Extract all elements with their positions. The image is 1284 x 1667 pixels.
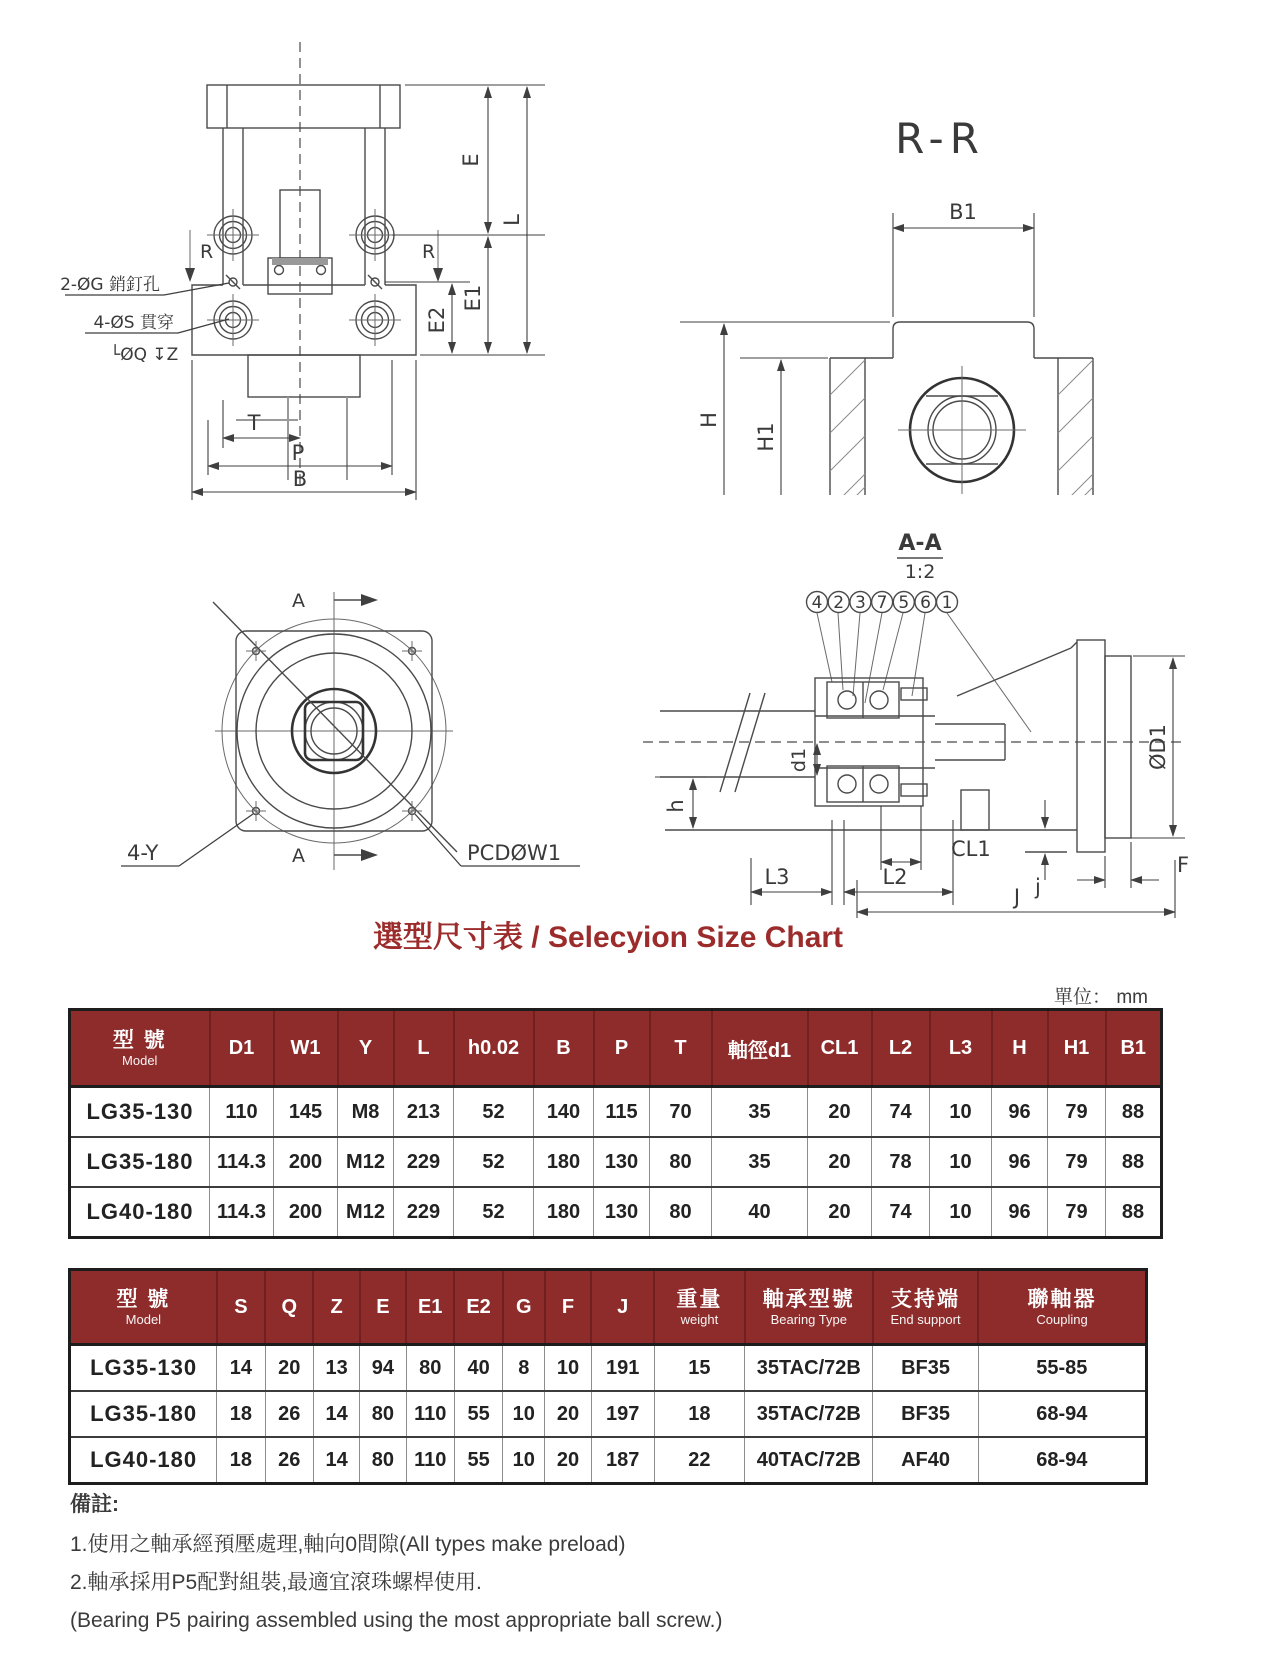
- table-cell: 10: [930, 1087, 992, 1138]
- table-cell: 40: [712, 1187, 808, 1238]
- table-cell: M12: [338, 1137, 394, 1187]
- table-cell: BF35: [873, 1345, 978, 1392]
- aa-dims: [655, 656, 1189, 918]
- aa-balloons: [807, 592, 1032, 733]
- dim-label-e1: E1: [461, 284, 485, 312]
- unit-value: mm: [1116, 987, 1148, 1008]
- table-cell: 40TAC/72B: [745, 1437, 873, 1484]
- table-cell: 88: [1106, 1087, 1162, 1138]
- header-en: weight: [680, 1311, 719, 1327]
- aa-title: A-A: [898, 531, 942, 556]
- table-cell: 20: [808, 1137, 872, 1187]
- table-cell: 114.3: [210, 1187, 274, 1238]
- balloon-number: 4: [811, 593, 823, 613]
- column-header-b1: B1: [1106, 1010, 1162, 1087]
- balloon-number: 7: [876, 593, 888, 613]
- column-header-weight: [654, 1270, 744, 1345]
- table-cell: 96: [992, 1137, 1048, 1187]
- table-cell: 55: [454, 1391, 502, 1437]
- table-cell: 18: [217, 1391, 265, 1437]
- dim-label-l: L: [500, 214, 524, 226]
- table-cell: 79: [1048, 1187, 1106, 1238]
- table-cell: 8: [503, 1345, 545, 1392]
- section-title: 選型尺寸表 / Selecyion Size Chart: [372, 921, 844, 954]
- dim-label-h1: H1: [754, 422, 778, 452]
- table-header-row: [70, 1010, 1162, 1087]
- column-header-z: Z: [313, 1270, 359, 1345]
- table-cell: 26: [265, 1391, 313, 1437]
- aa-bearing-housing: [815, 678, 989, 830]
- note-line: 2.軸承採用P5配對組裝,最適宜滾珠螺桿使用.: [70, 1571, 482, 1594]
- table-row: [70, 1391, 1147, 1437]
- aa-section-drawing: [625, 490, 1270, 920]
- column-header-l: L: [394, 1010, 454, 1087]
- model-header-zh: 型 號: [112, 1028, 167, 1052]
- dim-label-j-small: j: [1035, 875, 1041, 899]
- table-cell: 13: [313, 1345, 359, 1392]
- column-header-f: F: [545, 1270, 591, 1345]
- dim-label-p: P: [291, 441, 305, 465]
- rr-dims: [680, 200, 1034, 495]
- label-pcd: PCDØW1: [467, 841, 562, 865]
- table-cell: 68-94: [978, 1391, 1146, 1437]
- table-cell: 14: [217, 1345, 265, 1392]
- table-cell: 78: [872, 1137, 930, 1187]
- table-cell: 20: [808, 1187, 872, 1238]
- table-cell: 14: [313, 1437, 359, 1484]
- column-header-j: J: [591, 1270, 654, 1345]
- header-zh: 聯軸器: [1027, 1287, 1097, 1311]
- column-header-h1: H1: [1048, 1010, 1106, 1087]
- dim-label-l3: L3: [764, 865, 790, 889]
- table-cell: 26: [265, 1437, 313, 1484]
- notes-block: [70, 1488, 723, 1640]
- table-row: [70, 1087, 1162, 1138]
- table-cell: 10: [503, 1437, 545, 1484]
- dim-label-f: F: [1177, 853, 1190, 877]
- note-pin-holes: 2-ØG 銷釘孔: [60, 275, 160, 295]
- column-header-s: S: [217, 1270, 265, 1345]
- front-leader-notes: [60, 275, 229, 365]
- flange-diagonal: [213, 602, 457, 852]
- table-cell: 80: [406, 1345, 454, 1392]
- rr-center-hole: [898, 366, 1026, 494]
- table-cell: 35TAC/72B: [745, 1345, 873, 1392]
- column-header-l3: L3: [930, 1010, 992, 1087]
- table-cell: 88: [1106, 1187, 1162, 1238]
- table-row: [70, 1137, 1162, 1187]
- bolt-holes: [207, 209, 401, 346]
- column-header-g: G: [503, 1270, 545, 1345]
- table-cell: 140: [534, 1087, 594, 1138]
- column-header-coupling: [978, 1270, 1146, 1345]
- table-cell: 74: [872, 1187, 930, 1238]
- table-cell: 96: [992, 1187, 1048, 1238]
- table-cell: BF35: [873, 1391, 978, 1437]
- flange-view-drawing: [115, 540, 645, 885]
- front-dims-right: [385, 85, 545, 355]
- column-header-q: Q: [265, 1270, 313, 1345]
- aa-scale: 1:2: [904, 561, 936, 583]
- table-cell: 74: [872, 1087, 930, 1138]
- table-cell: 52: [454, 1137, 534, 1187]
- table-cell: 14: [313, 1391, 359, 1437]
- column-header-b: B: [534, 1010, 594, 1087]
- model-header-en: Model: [125, 1311, 162, 1327]
- table-cell: 10: [930, 1187, 992, 1238]
- column-header-e1: E1: [406, 1270, 454, 1345]
- unit-label: 單位：: [1054, 987, 1112, 1008]
- column-header-shaft-d1: 軸徑d1: [712, 1010, 808, 1087]
- table-cell: 35: [712, 1087, 808, 1138]
- header-zh: 軸承型號: [762, 1287, 855, 1311]
- header-en: Coupling: [1036, 1311, 1088, 1327]
- column-header-w1: W1: [274, 1010, 338, 1087]
- table-cell: 114.3: [210, 1137, 274, 1187]
- model-cell: LG35-180: [70, 1137, 210, 1187]
- notes-heading: 備註:: [70, 1493, 119, 1516]
- table-cell: 20: [808, 1087, 872, 1138]
- dim-label-b: B: [292, 467, 308, 491]
- table-cell: 187: [591, 1437, 654, 1484]
- dim-label-t: T: [247, 411, 261, 435]
- table-cell: 79: [1048, 1137, 1106, 1187]
- aa-flange: [957, 640, 1131, 852]
- column-header-t: T: [650, 1010, 712, 1087]
- table-cell: 110: [210, 1087, 274, 1138]
- header-en: Bearing Type: [770, 1311, 847, 1327]
- note-through-holes: 4-ØS 貫穿: [93, 313, 174, 333]
- pin-holes: [226, 275, 382, 289]
- table-cell: 20: [545, 1437, 591, 1484]
- table-cell: 88: [1106, 1137, 1162, 1187]
- column-header-end-support: [873, 1270, 978, 1345]
- column-header-y: Y: [338, 1010, 394, 1087]
- table-cell: 15: [654, 1345, 744, 1392]
- column-header-e2: E2: [454, 1270, 502, 1345]
- table-cell: 18: [654, 1391, 744, 1437]
- table-cell: M12: [338, 1187, 394, 1238]
- model-header-en: Model: [122, 1052, 158, 1068]
- table-cell: 180: [534, 1137, 594, 1187]
- table-cell: 20: [265, 1345, 313, 1392]
- table-cell: 200: [274, 1187, 338, 1238]
- dim-label-dd1: ØD1: [1146, 723, 1170, 771]
- front-view-drawing: [40, 30, 620, 540]
- section-label-a-top: A: [292, 590, 305, 612]
- column-header-model: [70, 1270, 217, 1345]
- header-zh: 重量: [676, 1287, 723, 1311]
- table-cell: 80: [360, 1391, 406, 1437]
- table-cell: 80: [650, 1187, 712, 1238]
- column-header-p: P: [594, 1010, 650, 1087]
- rr-section-drawing: [640, 85, 1240, 495]
- column-header-model: [70, 1010, 210, 1087]
- unit-indicator: [948, 982, 1148, 1009]
- table-cell: 115: [594, 1087, 650, 1138]
- selection-size-table-1: [68, 1008, 1163, 1239]
- header-en: End support: [890, 1311, 961, 1327]
- section-label-r-left: R: [200, 241, 214, 263]
- table-cell: 10: [503, 1391, 545, 1437]
- table-cell: 18: [217, 1437, 265, 1484]
- balloon-number: 5: [898, 593, 910, 613]
- dim-label-e: E: [459, 153, 483, 167]
- dim-label-e2: E2: [425, 306, 449, 334]
- dim-label-h: H: [697, 412, 721, 428]
- table-cell: 20: [545, 1391, 591, 1437]
- table-cell: 145: [274, 1087, 338, 1138]
- rr-title: R-R: [895, 114, 985, 163]
- dim-label-j-big: J: [1013, 885, 1021, 909]
- table-cell: 52: [454, 1187, 534, 1238]
- table-cell: 80: [360, 1437, 406, 1484]
- column-header-l2: L2: [872, 1010, 930, 1087]
- column-header-h002: h0.02: [454, 1010, 534, 1087]
- selection-size-table-2: [68, 1268, 1148, 1485]
- label-4y: 4-Y: [127, 841, 159, 865]
- note-line: (Bearing P5 pairing assembled using the most appropriate ball screw.): [70, 1609, 723, 1632]
- table-cell: 35TAC/72B: [745, 1391, 873, 1437]
- table-cell: 191: [591, 1345, 654, 1392]
- table-cell: 229: [394, 1187, 454, 1238]
- table-cell: 35: [712, 1137, 808, 1187]
- table-cell: 200: [274, 1137, 338, 1187]
- balloon-number: 6: [920, 593, 931, 613]
- nut-band: [272, 258, 328, 265]
- column-header-d1: D1: [210, 1010, 274, 1087]
- section-label-a-bottom: A: [292, 845, 305, 867]
- dim-label-l2: L2: [882, 865, 908, 889]
- table-cell: 10: [930, 1137, 992, 1187]
- table-header-row: [70, 1270, 1147, 1345]
- table-cell: 22: [654, 1437, 744, 1484]
- table-row: [70, 1345, 1147, 1392]
- section-label-r-right: R: [422, 241, 436, 263]
- model-cell: LG35-130: [70, 1345, 217, 1392]
- model-cell: LG35-130: [70, 1087, 210, 1138]
- front-view-outline: [192, 85, 416, 397]
- table-cell: 130: [594, 1137, 650, 1187]
- dim-label-d1: d1: [788, 747, 810, 773]
- model-header-zh: 型 號: [116, 1287, 171, 1311]
- table-cell: 68-94: [978, 1437, 1146, 1484]
- table-cell: 96: [992, 1087, 1048, 1138]
- table-cell: 180: [534, 1187, 594, 1238]
- table-cell: 80: [650, 1137, 712, 1187]
- table-cell: 197: [591, 1391, 654, 1437]
- model-cell: LG35-180: [70, 1391, 217, 1437]
- aa-title-block: [897, 531, 943, 583]
- table-row: [70, 1437, 1147, 1484]
- table-cell: 130: [594, 1187, 650, 1238]
- table-row: [70, 1187, 1162, 1238]
- column-header-h: H: [992, 1010, 1048, 1087]
- dim-label-h: h: [664, 799, 688, 813]
- balloon-number: 2: [833, 593, 845, 613]
- table-cell: 213: [394, 1087, 454, 1138]
- front-dims-bottom: [192, 360, 416, 500]
- table-cell: 94: [360, 1345, 406, 1392]
- table-cell: 110: [406, 1437, 454, 1484]
- column-header-cl1: CL1: [808, 1010, 872, 1087]
- column-header-bearing-type: [745, 1270, 873, 1345]
- model-cell: LG40-180: [70, 1187, 210, 1238]
- balloon-number: 1: [941, 593, 953, 613]
- flange-leaders: [121, 814, 580, 866]
- model-cell: LG40-180: [70, 1437, 217, 1484]
- table-cell: M8: [338, 1087, 394, 1138]
- table-cell: 229: [394, 1137, 454, 1187]
- column-header-e: E: [360, 1270, 406, 1345]
- table-cell: 55-85: [978, 1345, 1146, 1392]
- table-cell: 55: [454, 1437, 502, 1484]
- table-cell: 52: [454, 1087, 534, 1138]
- table-cell: 79: [1048, 1087, 1106, 1138]
- table-cell: 40: [454, 1345, 502, 1392]
- table-cell: AF40: [873, 1437, 978, 1484]
- header-zh: 支持端: [891, 1287, 961, 1311]
- dim-label-cl1: CL1: [951, 837, 991, 861]
- balloon-number: 3: [854, 593, 866, 613]
- table-cell: 110: [406, 1391, 454, 1437]
- table-cell: 10: [545, 1345, 591, 1392]
- note-counterbore: └ØQ ↧Z: [110, 345, 179, 365]
- note-line: 1.使用之軸承經預壓處理,軸向0間隙(All types make preload): [70, 1533, 626, 1556]
- table-cell: 70: [650, 1087, 712, 1138]
- dim-label-b1: B1: [949, 200, 977, 224]
